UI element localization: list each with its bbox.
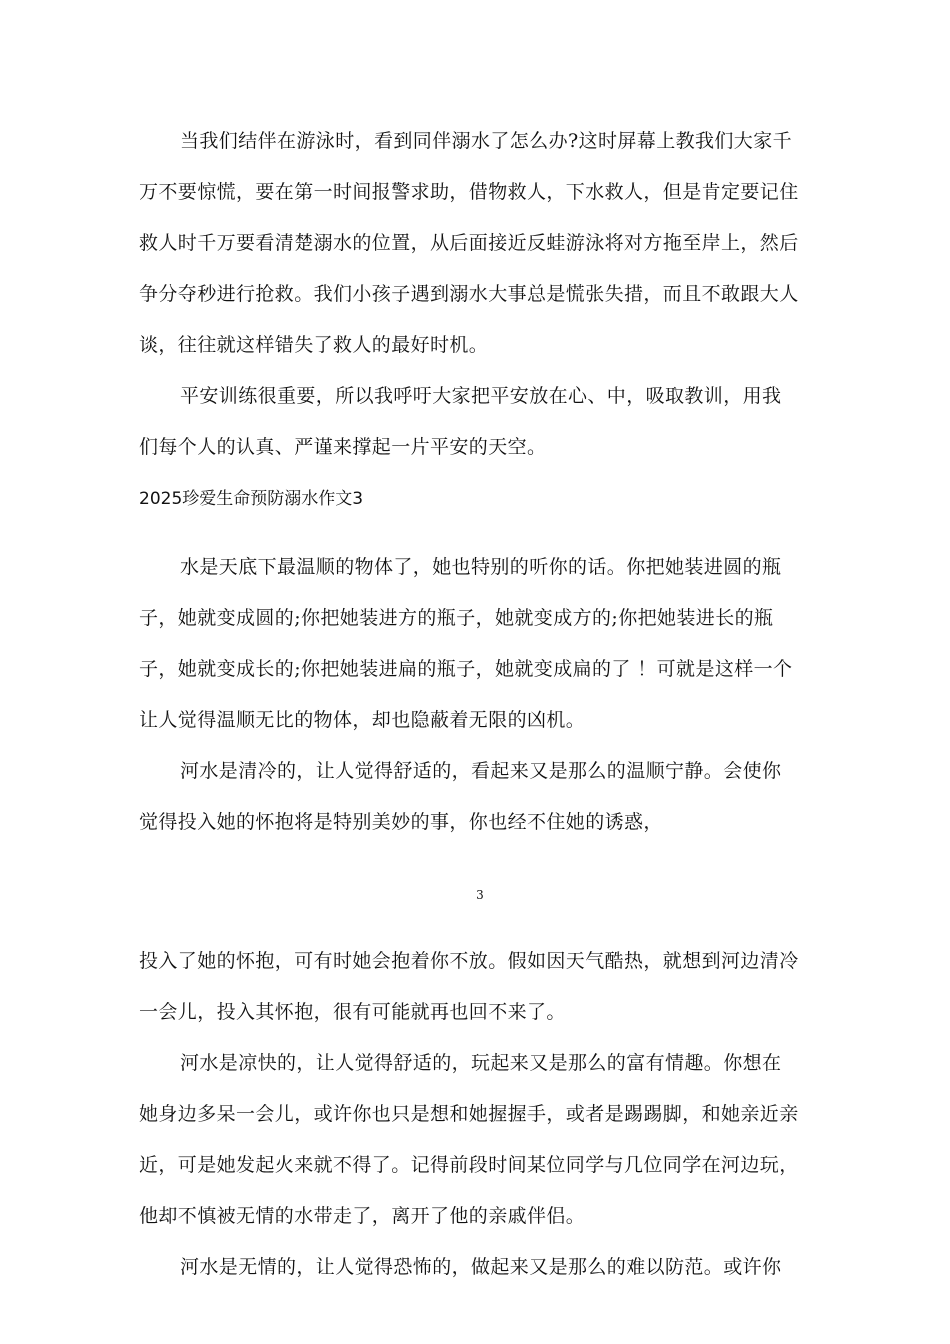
text-line: 河水是清冷的，让人觉得舒适的，看起来又是那么的温顺宁静。会使你 <box>180 760 782 782</box>
text-line: 一会儿，投入其怀抱，很有可能就再也回不来了。 <box>139 1001 566 1023</box>
text-line: 争分夺秒进行抢救。我们小孩子遇到溺水大事总是慌张失措，而且不敢跟大人 <box>139 283 799 305</box>
text-line: 子，她就变成圆的;你把她装进方的瓶子，她就变成方的;你把她装进长的瓶 <box>139 607 774 629</box>
text-line: 河水是凉快的，让人觉得舒适的，玩起来又是那么的富有情趣。你想在 <box>180 1052 782 1074</box>
text-line: 近，可是她发起火来就不得了。记得前段时间某位同学与几位同学在河边玩， <box>139 1154 799 1176</box>
text-line: 平安训练很重要，所以我呼吁大家把平安放在心、中，吸取教训，用我 <box>180 385 782 407</box>
text-line: 觉得投入她的怀抱将是特别美妙的事，你也经不住她的诱惑， <box>139 811 663 833</box>
section-heading: 2025珍爱生命预防溺水作文3 <box>139 489 364 509</box>
text-line: 当我们结伴在游泳时，看到同伴溺水了怎么办?这时屏幕上教我们大家千 <box>180 130 792 152</box>
text-line: 子，她就变成长的;你把她装进扁的瓶子，她就变成扁的了 ！可就是这样一个 <box>139 658 793 680</box>
text-line: 让人觉得温顺无比的物体，却也隐蔽着无限的凶机。 <box>139 709 586 731</box>
text-line: 谈，往往就这样错失了救人的最好时机。 <box>139 334 489 356</box>
text-line: 救人时千万要看清楚溺水的位置，从后面接近反蛙游泳将对方拖至岸上，然后 <box>139 232 799 254</box>
text-line: 河水是无情的，让人觉得恐怖的，做起来又是那么的难以防范。或许你 <box>180 1256 782 1278</box>
text-line: 投入了她的怀抱，可有时她会抱着你不放。假如因天气酷热，就想到河边清冷 <box>139 950 799 972</box>
page-number: 3 <box>476 888 484 902</box>
text-line: 水是天底下最温顺的物体了，她也特别的听你的话。你把她装进圆的瓶 <box>180 556 782 578</box>
text-line: 万不要惊慌，要在第一时间报警求助，借物救人，下水救人，但是肯定要记住 <box>139 181 799 203</box>
text-line: 她身边多呆一会儿，或许你也只是想和她握握手，或者是踢踢脚，和她亲近亲 <box>139 1103 799 1125</box>
text-line: 他却不慎被无情的水带走了，离开了他的亲戚伴侣。 <box>139 1205 586 1227</box>
text-line: 们每个人的认真、严谨来撑起一片平安的天空。 <box>139 436 547 458</box>
